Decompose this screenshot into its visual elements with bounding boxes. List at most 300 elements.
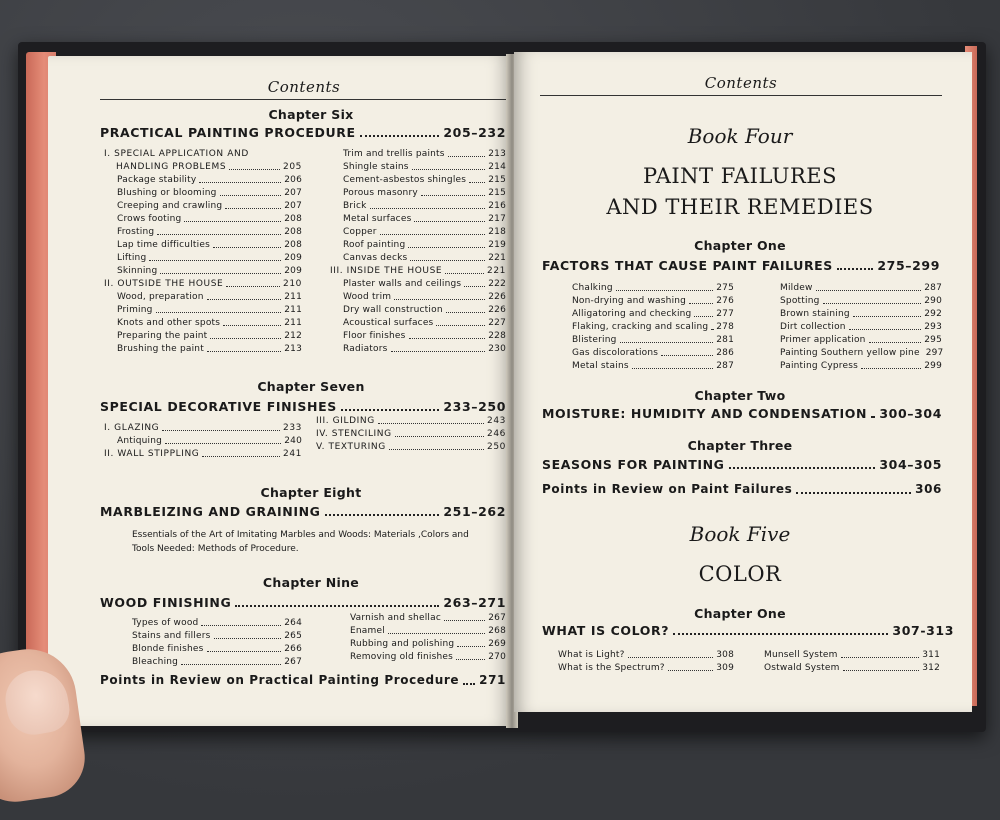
toc-entry[interactable] — [330, 252, 506, 265]
toc-entry[interactable] — [780, 282, 942, 295]
left-page — [48, 56, 510, 726]
toc-entry[interactable] — [330, 330, 506, 343]
book-five-label: Book Five — [689, 522, 791, 546]
entry-page: 312 — [922, 663, 940, 673]
toc-entry[interactable] — [558, 649, 734, 662]
entry-label: Creeping and crawling — [117, 201, 223, 211]
entry-label: Brick — [343, 201, 367, 211]
toc-entry[interactable] — [780, 321, 942, 334]
toc-entry[interactable] — [104, 265, 302, 278]
leader-dots — [207, 299, 282, 300]
leader-dots — [360, 135, 440, 137]
leader-dots — [711, 329, 713, 330]
toc-entry[interactable] — [572, 321, 734, 334]
toc-entry[interactable] — [330, 174, 506, 187]
chapter-title: SEASONS FOR PAINTING — [542, 457, 725, 472]
book-four-title-line2: AND THEIR REMEDIES — [606, 195, 874, 219]
entry-label: Blistering — [572, 335, 617, 345]
review-label: Points in Review on Practical Painting Procedure — [100, 673, 460, 687]
chapter-title: FACTORS THAT CAUSE PAINT FAILURES — [542, 258, 833, 273]
entry-page: 270 — [488, 652, 506, 662]
leader-dots — [871, 416, 875, 418]
toc-entry[interactable] — [104, 187, 302, 200]
entry-page: 207 — [284, 201, 302, 211]
leader-dots — [395, 436, 484, 437]
leader-dots — [457, 646, 485, 647]
entry-page: 278 — [716, 322, 734, 332]
book-five-col2 — [764, 649, 940, 675]
toc-entry[interactable] — [104, 161, 302, 174]
entry-page: 287 — [924, 283, 942, 293]
leader-dots — [861, 368, 921, 369]
entry-page: 222 — [488, 279, 506, 289]
entry-label: Metal stains — [572, 361, 629, 371]
entry-page: 277 — [716, 309, 734, 319]
review-label: Points in Review on Paint Failures — [542, 482, 793, 496]
chapter-title-row[interactable] — [542, 623, 954, 638]
toc-entry[interactable] — [350, 625, 506, 638]
entry-page: 208 — [284, 240, 302, 250]
chapter-label: Chapter Seven — [257, 379, 365, 394]
entry-page: 281 — [716, 335, 734, 345]
leader-dots — [410, 260, 485, 261]
entry-label: Flaking, cracking and scaling — [572, 322, 709, 332]
chapter-title: MOISTURE: HUMIDITY AND CONDENSATION — [542, 406, 868, 421]
chapter-title: SPECIAL DECORATIVE FINISHES — [100, 399, 337, 414]
entry-page: 264 — [284, 618, 302, 628]
toc-entry[interactable] — [316, 415, 506, 428]
entry-label: Blonde finishes — [132, 644, 204, 654]
leader-dots — [165, 443, 281, 444]
chapter-title: MARBLEIZING AND GRAINING — [100, 504, 321, 519]
right-page — [514, 52, 972, 712]
entry-label: What is Light? — [558, 650, 625, 660]
leader-dots — [816, 290, 922, 291]
entry-label: Non-drying and washing — [572, 296, 687, 306]
toc-entry[interactable] — [780, 308, 942, 321]
leader-dots — [388, 633, 485, 634]
entry-page: 287 — [716, 361, 734, 371]
entry-page: 243 — [487, 416, 506, 426]
entry-page: 292 — [924, 309, 942, 319]
entry-page: 207 — [284, 188, 302, 198]
leader-dots — [213, 247, 281, 248]
entry-label: II. WALL STIPPLING — [104, 449, 200, 459]
entry-label: Spotting — [780, 296, 820, 306]
entry-label: I. SPECIAL APPLICATION AND — [104, 149, 249, 159]
entry-page: 211 — [284, 318, 302, 328]
leader-dots — [689, 303, 713, 304]
entry-page: 208 — [284, 214, 302, 224]
chapter-pages: 300–304 — [879, 406, 942, 421]
entry-page: 215 — [488, 175, 506, 185]
entry-label: Lap time difficulties — [117, 240, 210, 250]
toc-entry[interactable] — [330, 200, 506, 213]
entry-label: Primer application — [780, 335, 866, 345]
toc-entry[interactable] — [780, 360, 942, 373]
entry-label: Munsell System — [764, 650, 838, 660]
leader-dots — [837, 268, 873, 270]
leader-dots — [409, 338, 486, 339]
entry-page: 218 — [488, 227, 506, 237]
leader-dots — [380, 234, 486, 235]
toc-entry[interactable] — [104, 448, 302, 461]
entry-page: 228 — [488, 331, 506, 341]
toc-entry[interactable] — [104, 148, 302, 161]
toc-entry[interactable] — [104, 304, 302, 317]
running-head-text: Contents — [704, 74, 778, 92]
toc-entry[interactable] — [104, 291, 302, 304]
entry-page: 221 — [488, 253, 506, 263]
entry-page: 246 — [487, 429, 506, 439]
toc-entry[interactable] — [780, 295, 942, 308]
entry-label: I. GLAZING — [104, 423, 160, 433]
entry-page: 275 — [716, 283, 734, 293]
entry-page: 295 — [924, 335, 942, 345]
leader-dots — [202, 456, 280, 457]
toc-entry[interactable] — [104, 200, 302, 213]
leader-dots — [157, 234, 281, 235]
leader-dots — [214, 638, 282, 639]
chapter-nine-col2 — [350, 612, 506, 664]
review-page: 306 — [915, 482, 942, 496]
entry-label: Lifting — [117, 253, 147, 263]
entry-label: Rubbing and polishing — [350, 639, 455, 649]
chapter-title-row[interactable] — [100, 595, 506, 610]
toc-entry[interactable] — [764, 649, 940, 662]
entry-label: Copper — [343, 227, 377, 237]
entry-page: 209 — [284, 253, 302, 263]
entry-label: Mildew — [780, 283, 813, 293]
entry-page: 240 — [284, 436, 302, 446]
leader-dots — [378, 423, 484, 424]
leader-dots — [463, 683, 475, 685]
entry-page: 267 — [488, 613, 506, 623]
toc-entry[interactable] — [330, 317, 506, 330]
toc-entry[interactable] — [330, 291, 506, 304]
chapter-title: WHAT IS COLOR? — [542, 623, 670, 638]
entry-page: 227 — [488, 318, 506, 328]
entry-page: 212 — [284, 331, 302, 341]
review-page: 271 — [479, 673, 506, 687]
leader-dots — [628, 657, 714, 658]
toc-entry[interactable] — [764, 662, 940, 675]
toc-entry[interactable] — [572, 347, 734, 360]
toc-entry[interactable] — [316, 428, 506, 441]
entry-page: 213 — [284, 344, 302, 354]
toc-entry[interactable] — [104, 252, 302, 265]
toc-entry[interactable] — [780, 334, 942, 347]
entry-label: Wood trim — [343, 292, 392, 302]
chapter-title-row[interactable] — [542, 258, 940, 273]
leader-dots — [252, 156, 299, 157]
entry-page: 206 — [284, 175, 302, 185]
entry-label: Metal surfaces — [343, 214, 412, 224]
entry-label: Types of wood — [132, 618, 199, 628]
toc-entry[interactable] — [330, 265, 506, 278]
toc-entry[interactable] — [104, 226, 302, 239]
leader-dots — [444, 620, 485, 621]
leader-dots — [632, 368, 713, 369]
toc-entry[interactable] — [330, 161, 506, 174]
entry-page: 309 — [716, 663, 734, 673]
leader-dots — [412, 169, 486, 170]
entry-page: 250 — [487, 442, 506, 452]
leader-dots — [210, 338, 281, 339]
leader-dots — [445, 273, 484, 274]
chapter-pages: 251–262 — [443, 504, 506, 519]
head-rule — [540, 95, 942, 96]
entry-page: 219 — [488, 240, 506, 250]
description-line: Tools Needed: Methods of Procedure. — [132, 544, 299, 554]
entry-label: Porous masonry — [343, 188, 418, 198]
toc-entry[interactable] — [350, 612, 506, 625]
leader-dots — [235, 605, 439, 607]
toc-entry[interactable] — [572, 360, 734, 373]
toc-entry[interactable] — [330, 304, 506, 317]
entry-label: Canvas decks — [343, 253, 408, 263]
entry-label: III. GILDING — [316, 416, 375, 426]
leader-dots — [184, 221, 281, 222]
entry-label: Removing old finishes — [350, 652, 454, 662]
leader-dots — [694, 316, 713, 317]
entry-page: 213 — [488, 149, 506, 159]
entry-label: Frosting — [117, 227, 155, 237]
entry-page: 299 — [924, 361, 942, 371]
entry-label: Floor finishes — [343, 331, 406, 341]
chapter-one-col1 — [572, 282, 734, 373]
entry-page: 217 — [488, 214, 506, 224]
right-running-head — [540, 74, 942, 96]
toc-entry[interactable] — [104, 213, 302, 226]
chapter-label: Chapter One — [694, 606, 786, 621]
entry-page: 210 — [283, 279, 302, 289]
entry-label: II. OUTSIDE THE HOUSE — [104, 279, 224, 289]
toc-entry[interactable] — [780, 347, 942, 360]
entry-label: Antiquing — [117, 436, 163, 446]
chapter-label: Chapter Three — [687, 438, 793, 453]
leader-dots — [869, 342, 922, 343]
entry-label: Blushing or blooming — [117, 188, 217, 198]
leader-dots — [421, 195, 485, 196]
entry-page: 269 — [488, 639, 506, 649]
leader-dots — [853, 316, 921, 317]
toc-entry[interactable] — [572, 308, 734, 321]
entry-page: 216 — [488, 201, 506, 211]
chapter-title: PRACTICAL PAINTING PROCEDURE — [100, 125, 356, 140]
entry-label: Shingle stains — [343, 162, 409, 172]
toc-entry[interactable] — [104, 278, 302, 291]
leader-dots — [796, 492, 911, 494]
entry-label: Dry wall construction — [343, 305, 443, 315]
toc-entry[interactable] — [330, 226, 506, 239]
chapter-label: Chapter Eight — [260, 485, 362, 500]
entry-label: Dirt collection — [780, 322, 846, 332]
entry-page: 226 — [488, 292, 506, 302]
entry-page: 211 — [284, 292, 302, 302]
chapter-pages: 304–305 — [879, 457, 942, 472]
entry-label: Wood, preparation — [117, 292, 204, 302]
toc-entry[interactable] — [104, 422, 302, 435]
chapter-pages: 307-313 — [892, 623, 954, 638]
entry-label: Enamel — [350, 626, 385, 636]
toc-entry[interactable] — [330, 187, 506, 200]
chapter-title-row[interactable] — [542, 406, 942, 421]
entry-label: HANDLING PROBLEMS — [116, 162, 227, 172]
chapter-label: Chapter Six — [268, 107, 354, 122]
entry-page: 215 — [488, 188, 506, 198]
toc-entry[interactable] — [104, 330, 302, 343]
entry-page: 293 — [924, 322, 942, 332]
leader-dots — [223, 325, 281, 326]
chapter-label: Chapter Two — [694, 388, 786, 403]
toc-entry[interactable] — [104, 174, 302, 187]
entry-page: 211 — [284, 305, 302, 315]
toc-entry[interactable] — [316, 441, 506, 454]
running-head-text: Contents — [267, 78, 341, 96]
chapter-six-col2 — [330, 148, 506, 356]
toc-entry[interactable] — [330, 239, 506, 252]
chapter-title: WOOD FINISHING — [100, 595, 232, 610]
entry-page: 266 — [284, 644, 302, 654]
entry-page: 214 — [488, 162, 506, 172]
entry-label: V. TEXTURING — [316, 442, 386, 452]
entry-page: 276 — [716, 296, 734, 306]
leader-dots — [391, 351, 486, 352]
leader-dots — [149, 260, 281, 261]
leader-dots — [226, 286, 280, 287]
leader-dots — [849, 329, 922, 330]
chapter-label: Chapter Nine — [262, 575, 360, 590]
chapter-one-col2 — [780, 282, 942, 373]
chapter-title-row[interactable] — [100, 125, 506, 140]
leader-dots — [408, 247, 485, 248]
entry-page: 209 — [284, 266, 302, 276]
leader-dots — [160, 273, 281, 274]
chapter-seven-col1 — [104, 422, 302, 461]
toc-entry[interactable] — [132, 617, 302, 630]
chapter-description — [132, 528, 512, 556]
toc-entry[interactable] — [350, 651, 506, 664]
leader-dots — [201, 625, 281, 626]
entry-page: 267 — [284, 657, 302, 667]
toc-entry[interactable] — [104, 343, 302, 356]
leader-dots — [341, 409, 440, 411]
toc-entry[interactable] — [350, 638, 506, 651]
toc-entry[interactable] — [104, 239, 302, 252]
toc-entry[interactable] — [132, 630, 302, 643]
entry-page: 221 — [487, 266, 506, 276]
entry-label: Crows footing — [117, 214, 182, 224]
toc-entry[interactable] — [572, 282, 734, 295]
entry-page: 268 — [488, 626, 506, 636]
entry-page: 241 — [283, 449, 302, 459]
toc-entry[interactable] — [104, 317, 302, 330]
leader-dots — [414, 221, 485, 222]
entry-label: Knots and other spots — [117, 318, 221, 328]
entry-label: Stains and fillers — [132, 631, 211, 641]
toc-entry[interactable] — [330, 213, 506, 226]
leader-dots — [181, 664, 281, 665]
entry-label: Skinning — [117, 266, 158, 276]
toc-entry[interactable] — [104, 435, 302, 448]
entry-page: 297 — [925, 348, 944, 358]
entry-page: 205 — [283, 162, 302, 172]
leader-dots — [620, 342, 714, 343]
review-row[interactable] — [100, 673, 506, 687]
leader-dots — [729, 467, 876, 469]
leader-dots — [199, 182, 281, 183]
entry-label: IV. STENCILING — [316, 429, 392, 439]
entry-label: What is the Spectrum? — [558, 663, 665, 673]
chapter-seven-col2 — [316, 415, 506, 454]
left-running-head — [100, 78, 508, 100]
leader-dots — [843, 670, 920, 671]
leader-dots — [370, 208, 486, 209]
toc-entry[interactable] — [572, 295, 734, 308]
entry-label: Radiators — [343, 344, 388, 354]
book-five-col1 — [558, 649, 734, 675]
leader-dots — [225, 208, 281, 209]
toc-entry[interactable] — [330, 278, 506, 291]
leader-dots — [229, 169, 280, 170]
chapter-title-row[interactable] — [100, 399, 506, 414]
entry-page: 230 — [488, 344, 506, 354]
entry-page: 226 — [488, 305, 506, 315]
chapter-pages: 233–250 — [443, 399, 506, 414]
book-five-title: COLOR — [698, 562, 782, 586]
leader-dots — [389, 449, 484, 450]
chapter-title-row[interactable] — [100, 504, 506, 519]
leader-dots — [162, 430, 280, 431]
toc-entry[interactable] — [558, 662, 734, 675]
entry-label: Ostwald System — [764, 663, 840, 673]
chapter-pages: 275–299 — [877, 258, 940, 273]
toc-entry[interactable] — [132, 643, 302, 656]
chapter-title-row[interactable] — [542, 457, 942, 472]
leader-dots — [207, 351, 281, 352]
entry-label: III. INSIDE THE HOUSE — [330, 266, 443, 276]
book-four-label: Book Four — [687, 124, 793, 148]
chapter-pages: 263–271 — [443, 595, 506, 610]
toc-entry[interactable] — [132, 656, 302, 669]
leader-dots — [661, 355, 713, 356]
entry-label: Trim and trellis paints — [343, 149, 445, 159]
chapter-nine-col1 — [132, 617, 302, 669]
head-rule — [100, 99, 508, 100]
leader-dots — [841, 657, 920, 658]
entry-label: Cement-asbestos shingles — [343, 175, 467, 185]
entry-label: Varnish and shellac — [350, 613, 441, 623]
entry-label: Preparing the paint — [117, 331, 208, 341]
entry-label: Bleaching — [132, 657, 179, 667]
entry-label: Painting Cypress — [780, 361, 858, 371]
leader-dots — [469, 182, 485, 183]
leader-dots — [456, 659, 485, 660]
toc-entry[interactable] — [572, 334, 734, 347]
entry-label: Brown staining — [780, 309, 850, 319]
chapter-label: Chapter One — [694, 238, 786, 253]
toc-entry[interactable] — [330, 148, 506, 161]
toc-entry[interactable] — [330, 343, 506, 356]
entry-label: Chalking — [572, 283, 613, 293]
leader-dots — [823, 303, 922, 304]
review-row[interactable] — [542, 482, 942, 496]
chapter-pages: 205–232 — [443, 125, 506, 140]
leader-dots — [156, 312, 282, 313]
entry-label: Gas discolorations — [572, 348, 659, 358]
entry-page: 286 — [716, 348, 734, 358]
